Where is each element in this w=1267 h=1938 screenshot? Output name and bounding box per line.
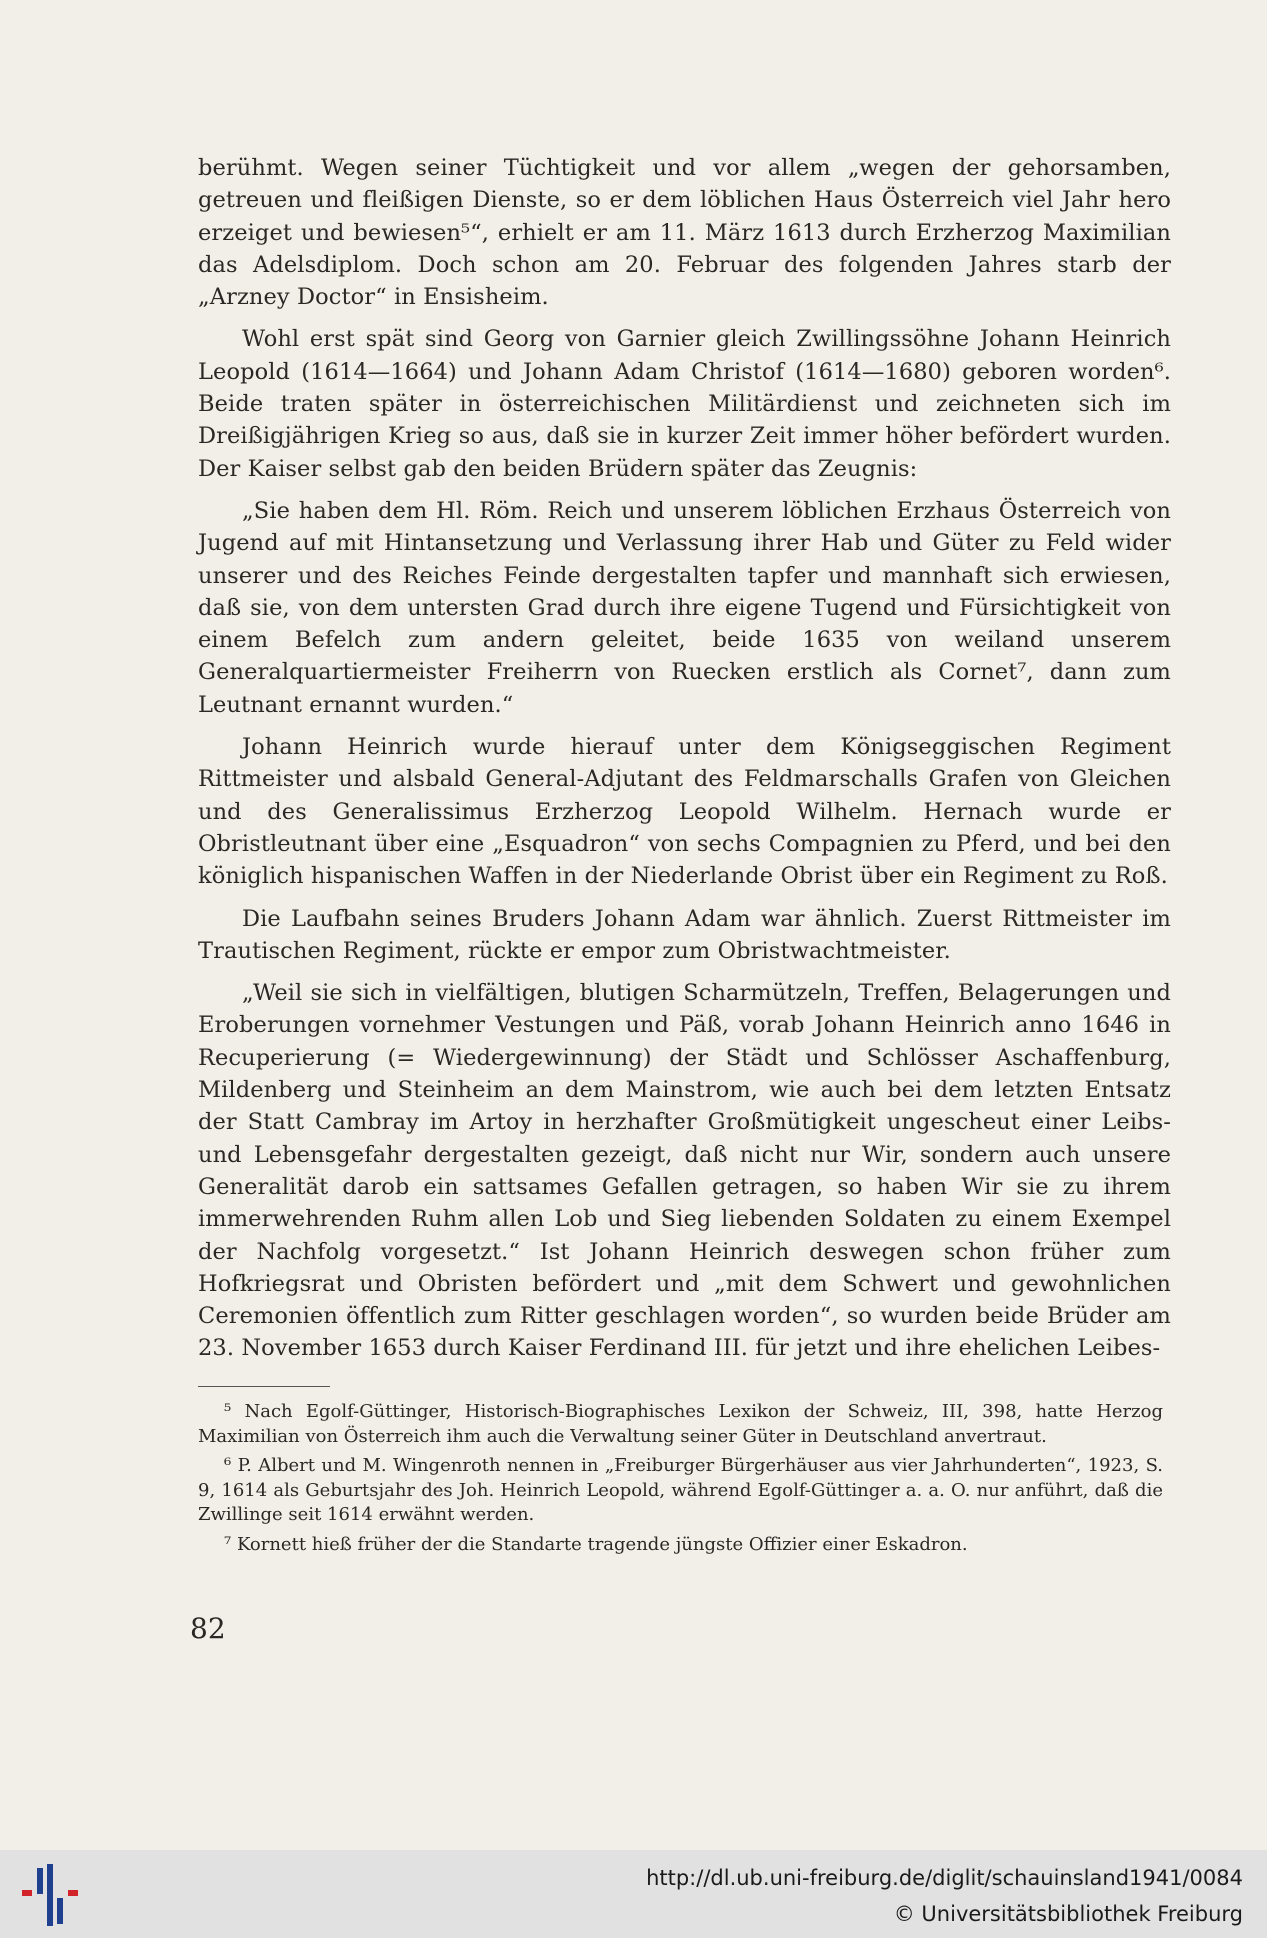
paragraph: Johann Heinrich wurde hierauf unter dem Königseggischen Regiment Rittmeister und alsbald General-Adjutant des Feldmarschalls Grafen von Gleichen und des Generalissimus Erzherzog Leopold Wilhelm. Hernach wurde er Obristleutnant über eine „Esquadron“ von sechs Compagnien zu Pferd, und bei den königlich hispanischen Waffen in der Niederlande Obrist über ein Regiment zu Roß. (198, 734, 1171, 890)
paragraph: berühmt. Wegen seiner Tüchtigkeit und vor allem „wegen der gehorsamben, getreuen und fleißigen Dienste, so er dem löblichen Haus Österreich viel Jahr hero erzeiget und bewiesen⁵“, erhielt er am 11. März 1613 durch Erzherzog Maximilian das Adelsdiplom. Doch schon am 20. Februar des folgenden Jahres starb der „Arzney Doctor“ in Ensisheim. (198, 155, 1171, 311)
page-number: 82 (190, 1612, 226, 1645)
paragraph: Wohl erst spät sind Georg von Garnier gleich Zwillingssöhne Johann Heinrich Leopold (1614—1664) und Johann Adam Christof (1614—1680) geboren worden⁶. Beide traten später in österreichischen Militärdienst und zeichneten sich im Dreißigjährigen Krieg so aus, daß sie in kurzer Zeit immer höher befördert wurden. Der Kaiser selbst gab den beiden Brüdern später das Zeugnis: (198, 326, 1171, 482)
copyright-text: © Universitätsbibliothek Freiburg (893, 1902, 1243, 1926)
footnote: ⁷ Kornett hieß früher der die Standarte tragende jüngste Offizier einer Eskadron. (224, 1533, 968, 1555)
library-logo-icon (14, 1860, 86, 1930)
quotation-paragraph: „Sie haben dem Hl. Röm. Reich und unserem löblichen Erzhaus Österreich von Jugend auf mit Hintansetzung und Verlassung ihrer Hab und Güter zu Feld wider unserer und des Reiches Feinde dergestalten tapfer und mannhaft sich erwiesen, daß sie, von dem untersten Grad durch ihre eigene Tugend und Fürsichtigkeit von einem Befelch zum andern geleitet, beide 1635 von weiland unserem Generalquartiermeister Freiherrn von Ruecken erstlich als Cornet⁷, dann zum Leutnant ernannt wurden.“ (198, 497, 1171, 718)
footnote-divider (198, 1386, 330, 1387)
quotation-paragraph: „Weil sie sich in vielfältigen, blutigen Scharmützeln, Treffen, Belagerungen und Eroberungen vornehmer Vestungen und Päß, vorab Johann Heinrich anno 1646 in Recuperierung (= Wiedergewinnung) der Städt und Schlösser Aschaffenburg, Mildenberg und Steinheim an dem Mainstrom, wie auch bei dem letzten Entsatz der Statt Cambray im Artoy in herzhafter Großmütigkeit ungescheut einer Leibs- und Lebensgefahr dergestalten gezeigt, daß nicht nur Wir, sondern auch unsere Generalität darob ein sattsames Gefallen getragen, so haben Wir sie zu ihrem immerwehrenden Ruhm allen Lob und Sieg liebenden Soldaten zu einem Exempel der Nachfolg vorgesetzt.“ Ist Johann Heinrich deswegen schon früher zum Hofkriegsrat und Obristen befördert und „mit dem Schwert und gewohnlichen Ceremonien öffentlich zum Ritter geschlagen worden“, so wurden beide Brüder am 23. November 1653 durch Kaiser Ferdinand III. für jetzt und ihre ehelichen Leibes- (198, 980, 1171, 1362)
footnotes (198, 1400, 1163, 1562)
footer-bar (0, 1850, 1267, 1938)
source-url-link[interactable]: http://dl.ub.uni-freiburg.de/diglit/schauinsland1941/0084 (646, 1866, 1243, 1890)
footnote: ⁶ P. Albert und M. Wingenroth nennen in „Freiburger Bürgerhäuser aus vier Jahrhunderten“, 1923, S. 9, 1614 als Geburtsjahr des Joh. Heinrich Leopold, während Egolf-Güttinger a. a. O. nur anführt, daß die Zwillinge seit 1614 erwähnt werden. (198, 1455, 1163, 1525)
paragraph: Die Laufbahn seines Bruders Johann Adam war ähnlich. Zuerst Rittmeister im Trautischen Regiment, rückte er empor zum Obristwachtmeister. (198, 905, 1171, 964)
body-text (198, 152, 1171, 1375)
footnote: ⁵ Nach Egolf-Güttinger, Historisch-Biographisches Lexikon der Schweiz, III, 398, hatte Herzog Maximilian von Österreich ihm auch die Verwaltung seiner Güter in Deutschland anvertraut. (198, 1401, 1163, 1447)
